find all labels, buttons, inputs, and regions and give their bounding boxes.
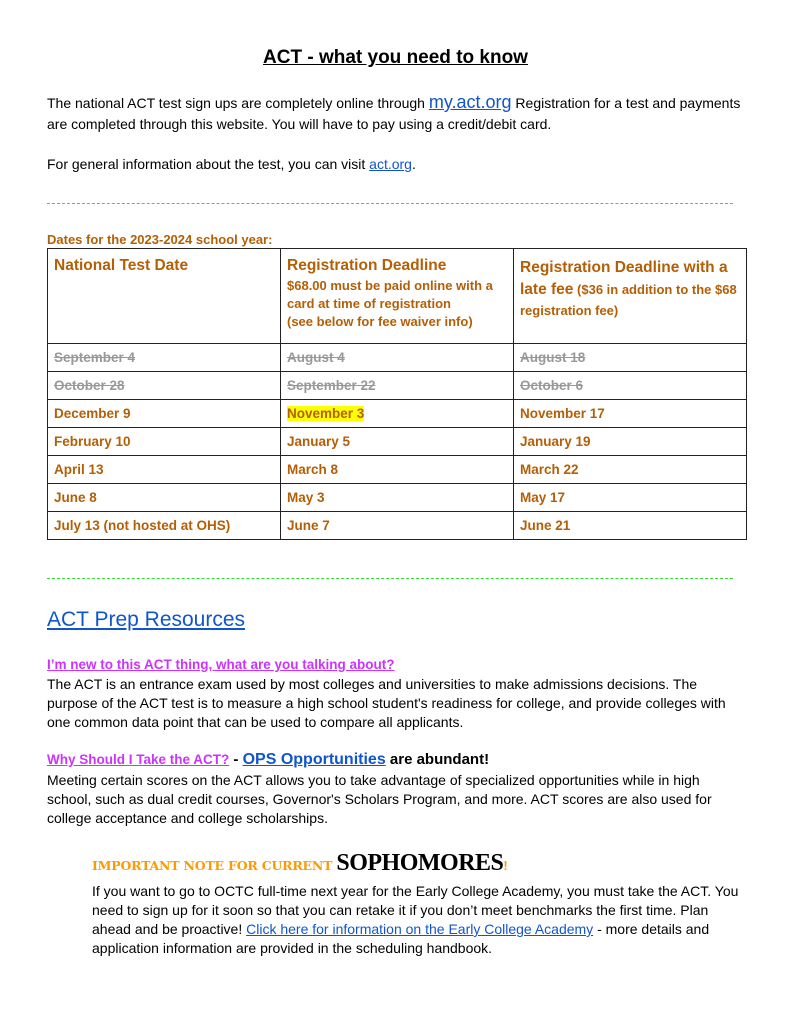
sophomores-label: SOPHOMORES [336, 850, 504, 876]
late-deadline-cell: May 17 [514, 484, 747, 512]
header-col1-label: National Test Date [54, 257, 189, 274]
intro-text-after: Registration for a test and payments are completed through this website. You will have to pay using a credit/debit card. [47, 95, 741, 132]
deadline-cell [281, 400, 514, 428]
why-take-act-link[interactable]: Why Should I Take the ACT? [47, 752, 230, 767]
general-info-paragraph [47, 156, 416, 172]
test-date-cell: April 13 [48, 456, 281, 484]
test-date-cell: September 4 [48, 344, 281, 372]
general-text-before: For general information about the test, you can visit [47, 156, 370, 172]
test-date-cell: December 9 [48, 400, 281, 428]
test-date-cell: February 10 [48, 428, 281, 456]
deadline-cell: March 8 [281, 456, 514, 484]
test-date-cell: July 13 (not hosted at OHS) [48, 512, 281, 540]
late-deadline-cell: August 18 [514, 344, 747, 372]
test-dates-table [47, 248, 747, 540]
table-row [48, 344, 747, 372]
table-row [48, 428, 747, 456]
act-benefits-text: Meeting certain scores on the ACT allows you to take advantage of specialized opportunities while in high school, such as dual credit courses, Governor's Scholars Program, and more. ACT scores are also used for college acceptance and college scholarships. [47, 772, 712, 826]
table-row [48, 484, 747, 512]
header-col2-sub2: (see below for fee waiver info) [287, 314, 473, 329]
dashed-divider-top [47, 203, 733, 204]
test-date-cell: June 8 [48, 484, 281, 512]
table-row [48, 372, 747, 400]
deadline-cell: May 3 [281, 484, 514, 512]
dates-label: Dates for the 2023-2024 school year: [47, 232, 273, 247]
table-row [48, 456, 747, 484]
highlighted-deadline: November 3 [287, 406, 365, 421]
intro-paragraph [47, 92, 747, 135]
header-late-deadline [514, 249, 747, 344]
note-heading [92, 850, 752, 877]
late-deadline-cell: January 19 [514, 428, 747, 456]
why-take-act-line [47, 751, 489, 769]
my-act-org-link[interactable]: my.act.org [428, 92, 512, 112]
page-title: ACT - what you need to know [263, 47, 528, 68]
header-registration-deadline [281, 249, 514, 344]
new-to-act-link[interactable]: I’m new to this ACT thing, what are you talking about? [47, 657, 395, 672]
header-col2-label: Registration Deadline [287, 257, 447, 274]
deadline-cell: September 22 [281, 372, 514, 400]
dashed-divider-bottom [47, 578, 733, 579]
deadline-cell: January 5 [281, 428, 514, 456]
early-college-academy-link[interactable]: Click here for information on the Early College Academy [246, 921, 594, 937]
header-col2-sub: $68.00 must be paid online with a card at time of registration [287, 278, 493, 311]
deadline-cell: August 4 [281, 344, 514, 372]
late-deadline-cell: March 22 [514, 456, 747, 484]
act-description: The ACT is an entrance exam used by most colleges and universities to make admissions decisions. The purpose of the ACT test is to measure a high school student's readiness for college, and provide colleges with one common data point that can be used to compare all applicants. [47, 676, 726, 730]
exclamation: ! [503, 858, 508, 873]
note-body [92, 882, 742, 958]
note-text-after: - more details and application information are provided in the scheduling handbook. [92, 921, 710, 956]
test-date-cell: October 28 [48, 372, 281, 400]
header-col3-sub: ($36 in addition to the $68 registration fee) [520, 282, 737, 318]
sophomore-note [92, 850, 752, 956]
ops-opportunities-link[interactable]: OPS Opportunities [242, 751, 386, 768]
why-separator: - [229, 751, 243, 768]
table-row [48, 400, 747, 428]
late-deadline-cell: November 17 [514, 400, 747, 428]
header-national-test-date [48, 249, 281, 344]
act-org-link[interactable]: act.org [369, 156, 412, 172]
important-note-label: IMPORTANT NOTE FOR CURRENT [92, 858, 337, 873]
general-text-after: . [411, 156, 416, 172]
late-deadline-cell: June 21 [514, 512, 747, 540]
late-deadline-cell: October 6 [514, 372, 747, 400]
table-header-row [48, 249, 747, 344]
intro-text-before: The national ACT test sign ups are completely online through [47, 95, 429, 111]
abundant-text: are abundant! [385, 751, 490, 768]
header-col3-label: Registration Deadline with a late fee [520, 259, 728, 298]
deadline-cell: June 7 [281, 512, 514, 540]
note-text-before: If you want to go to OCTC full-time next year for the Early College Academy, you must take the ACT. You need to sign up for it soon so that you can retake it if you don’t meet benchmarks the first time. Plan ahead and be proactive! [92, 883, 739, 937]
act-prep-resources-link[interactable]: ACT Prep Resources [47, 608, 246, 631]
table-row [48, 512, 747, 540]
